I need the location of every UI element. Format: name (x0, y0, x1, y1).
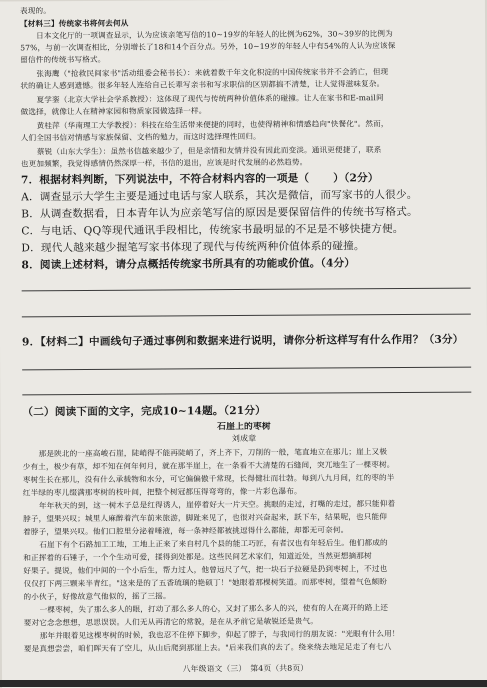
text-line: 57%，与前一次调查相比，分别增长了18和14个百分点。另外，10~19岁的年轻人中有54%的人认为应该保 (20, 41, 473, 54)
text-line: 张海鹰（"抢救民间家书"活动组委会秘书长）：来就着数千年文化积淀的中国传统家书并不会消亡，但现 (20, 67, 473, 80)
scan-edge (0, 680, 487, 687)
answer-line[interactable] (22, 288, 471, 292)
answer-line[interactable] (22, 392, 471, 396)
section-heading: （二）阅读下面的文字，完成10~14题。（21分） (22, 403, 475, 420)
option-c: C．与电话、QQ等现代通讯手段相比，传统家书最明显的不足是不够快捷方便。 (21, 222, 474, 239)
page-footer: 八年级语文（三） 第4页（共8页） (2, 663, 487, 676)
text-line: 少有土，极少有草，却不知在何年何月，就在那半崖上，在一条看不大清楚的石缝间，突兀地生了一棵枣树。 (23, 460, 476, 473)
answer-line[interactable] (22, 314, 471, 318)
question-7-score: ）（2分） (333, 172, 379, 184)
option-d: D．现代人越来越少握笔写家书体现了现代与传统两种价值体系的碰撞。 (21, 239, 474, 256)
text-line: 仅仅打下两三颗来半青红。"这来是的了五香琉璃的艳硕丁！"她眼着那棵树笑道。而那枣树，望着气色颇盼 (23, 577, 476, 590)
text-line: 枣树生长在那儿，没有什么承载物和水分，可它偏偏傲千常现，长得健壮而壮勃。每到八九月间，红的枣的半 (23, 473, 476, 486)
text-line: 要是真想尝尝，咱们晖天有了空儿，从山后爬到那崖上去。"后来我们真的去了。绕来绕去地足足走了有七八 (24, 642, 477, 655)
text-line: 着脖子，望果兴叹。他们口腔里分泌着唾液，每一条神经都被挑逗得什么都能，却都无可奈何。 (23, 525, 476, 538)
text-line: 和正挥着的石锤子，一个个生动可爱，揉得到处都是。这些民间艺术家们，知道近处，当然更想摘那树 (23, 551, 476, 564)
text-line: 要对它念念想想，思思误误。人们无从再清它的常貌，是在从矛前它是敏锐还是贵气。 (24, 616, 477, 629)
text-line: 做选择，就像让人在精神家园和物质家园做选择一样。 (21, 105, 474, 118)
text-line: 红半绿的枣儿缀满那枣树的枝叶间，把整个树冠都压得弯弯的，像一片彩色瀑布。 (23, 486, 476, 499)
question-7-stem: 7．根据材料判断，下列说法中，不符合材料内容的一项是（ (21, 173, 309, 187)
text-line: 表现的。 (20, 4, 473, 17)
text-line: 的小伙子，好像故意气他似的，摇了三摇。 (24, 590, 477, 603)
text-line: 也更加频繁，我觉得感情仍然深厚一样，书信的退出，应该是时代发展的必然趋势。 (21, 157, 474, 170)
text-line: 留信件的传统书写格式。 (20, 53, 473, 66)
text-line: 脖子，望果兴叹；城里人麻醉着汽车前来旅游，脚趾来见了，也很对兴奋起来，跃下车，结果呢，也只能仰 (23, 512, 476, 525)
question-9: 9．【材料二】中画线句子通过事例和数据来进行说明，请你分析这样写有什么作用？（3分） (22, 333, 475, 350)
text-line: 一棵枣树，失了那么多人的眼，打动了那么多人的心，又封了那么多人的兴，使有的人在离开的路上还 (24, 603, 477, 616)
text-line: 那年并眼着见这棵枣树的时候，我也忍不住停下脚步，仰起了脖子，与我同行的朋友说："光眼有什么用！ (24, 629, 477, 642)
text-line: 蔡锐（山东大学生）：虽然书信越来越少了，但是亲情和友情并没有因此而变淡。通讯更便捷了，联系 (21, 145, 474, 158)
text-line: 黄桂萍（华南理工大学教授）：科技在给生活带来便捷的同时，也使得精神和情感趋向"快餐化"。然而， (21, 119, 474, 132)
question-7 (21, 171, 474, 188)
article-title: 石崖上的枣树 (0, 421, 487, 434)
material-three-heading: 【材料三】传统家书将何去何从 (20, 17, 473, 30)
option-a: A．调查显示大学生主要是通过电话与家人联系，其次是微信，而写家书的人很少。 (21, 188, 474, 205)
question-8: 8．阅读上述材料，请分点概括传统家书所具有的功能或价值。（4分） (21, 256, 474, 273)
text-line: 日本文化厅的一项调查显示，认为应该亲笔写信的10~19岁的年轻人的比例为62%，30~39岁的比例为 (20, 29, 473, 42)
text-line: 年年秋天的到，这一树木子总是红得诱人，崖停着好大一片天空。挑眼的走过，打嘴的走过，都只能仰着 (23, 499, 476, 512)
text-line: 那是陕北的一座高峻石崖，陡峭得不能再陡峭了，齐上齐下，刀削的一般，笔直地立在那儿；崖上又极 (23, 447, 476, 460)
text-line: 石崖下有个石路加工工地，工地上正来了来自村几个县的能工巧匠，有者汉也有年轻后生。他们都成的 (23, 538, 476, 551)
text-line: 状的确让人感到遗憾。很多年轻人连给自己长辈写亲书和写求职信的区别都搞不清楚，让人觉得滋味复杂。 (20, 79, 473, 92)
text-line: 夏学銮（北京大学社会学系教授）：这体现了现代与传统两种价值体系的碰撞。让人在家书和E-mail间 (20, 93, 473, 106)
article-author: 刘成章 (1, 433, 487, 446)
option-b: B．从调查数据看，日本青年认为应亲笔写信的原因是要保留信件的传统书写格式。 (21, 205, 474, 222)
answer-line[interactable] (22, 367, 471, 371)
text-line: 好果子。提说，他们中间的一个小后生，帮力过人，他曾远尺了气，把一块石子拉硬是扔到枣树上，不过也 (23, 564, 476, 577)
text-line: 人们全国书信对情感与家族保留、文档的勉力，而这时选择理性回归。 (21, 131, 474, 144)
